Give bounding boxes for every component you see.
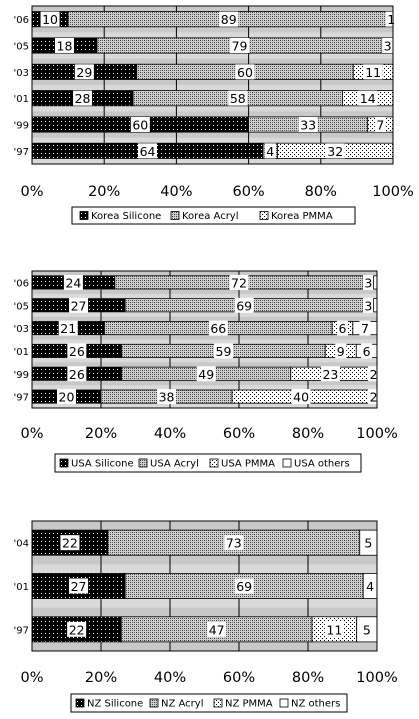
data-label: 20 — [58, 389, 75, 405]
data-label: 29 — [76, 64, 93, 80]
x-tick-label: 20% — [84, 426, 118, 442]
legend-swatch — [139, 459, 147, 467]
legend — [72, 207, 355, 224]
data-label: 26 — [68, 343, 85, 359]
data-label: 22 — [68, 622, 85, 638]
data-label: 6 — [338, 321, 347, 337]
data-label: 27 — [70, 298, 87, 314]
data-label: 60 — [237, 64, 253, 80]
data-label: 5 — [362, 622, 371, 638]
legend-entry: NZ PMMA — [225, 698, 273, 710]
legend-swatch — [283, 459, 291, 467]
x-tick-label: 80% — [291, 670, 325, 686]
data-label: 28 — [74, 91, 91, 107]
data-label: 24 — [65, 275, 82, 291]
x-tick-label: 0% — [20, 184, 44, 200]
legend-swatch — [80, 212, 88, 220]
x-tick-label: 60% — [232, 184, 265, 200]
legend-entry: Korea PMMA — [271, 211, 333, 222]
data-label: 11 — [326, 622, 343, 638]
data-label: 79 — [231, 38, 248, 54]
data-label: 58 — [229, 91, 246, 107]
data-label: 21 — [60, 321, 77, 337]
data-label: 1 — [387, 12, 396, 28]
data-label: 4 — [266, 143, 275, 159]
category-label: '01 — [13, 346, 29, 358]
data-label: 7 — [360, 321, 369, 337]
data-label: 26 — [68, 366, 85, 382]
legend-swatch — [171, 212, 179, 220]
category-label: '97 — [13, 392, 29, 404]
data-label: 3 — [383, 38, 392, 54]
data-label: 66 — [210, 321, 227, 337]
data-label: 33 — [300, 117, 317, 133]
category-label: '04 — [13, 538, 29, 550]
category-label: '03 — [13, 324, 29, 336]
data-label: 59 — [215, 343, 232, 359]
data-label: 5 — [364, 535, 373, 551]
x-tick-label: 20% — [88, 184, 121, 200]
legend-swatch — [260, 212, 268, 220]
data-label: 69 — [236, 579, 253, 594]
legend-swatch — [214, 699, 222, 707]
category-label: '06 — [13, 278, 29, 290]
legend-entry: NZ Acryl — [161, 698, 204, 710]
category-label: '97 — [13, 146, 29, 158]
data-label: 72 — [231, 275, 247, 291]
legend — [55, 454, 361, 472]
category-label: '03 — [13, 67, 29, 79]
data-label: 32 — [327, 143, 344, 159]
legend-swatch — [76, 699, 84, 707]
legend-entry: NZ Silicone — [87, 698, 144, 710]
legend-swatch — [280, 699, 288, 707]
legend-swatch — [210, 459, 218, 467]
x-tick-label: 20% — [84, 670, 118, 686]
data-label: 11 — [365, 64, 382, 80]
x-tick-label: 40% — [153, 426, 187, 442]
legend-entry: Korea Silicone — [91, 211, 162, 222]
x-tick-label: 100% — [372, 184, 414, 200]
legend-entry: Korea Acryl — [182, 211, 239, 222]
legend-entry: USA Acryl — [150, 458, 199, 470]
category-label: '06 — [13, 15, 29, 27]
data-label: 69 — [236, 298, 253, 314]
x-tick-label: 40% — [160, 184, 193, 200]
data-label: 49 — [198, 366, 215, 382]
category-label: '99 — [13, 369, 29, 381]
chart-panel-3 — [14, 521, 398, 712]
data-label: 3 — [364, 275, 373, 291]
category-label: '05 — [13, 301, 29, 313]
data-label: 6 — [362, 343, 371, 359]
x-tick-label: 40% — [153, 670, 187, 686]
legend-entry: USA others — [294, 458, 350, 470]
x-tick-label: 80% — [291, 426, 325, 442]
legend-swatch — [150, 699, 158, 707]
data-label: 14 — [359, 91, 376, 107]
category-label: '01 — [13, 94, 29, 106]
x-tick-label: 60% — [222, 426, 256, 442]
data-label: 38 — [158, 389, 175, 405]
data-label: 40 — [293, 389, 310, 405]
category-label: '05 — [13, 41, 29, 53]
bar-segment — [374, 299, 377, 312]
data-label: 60 — [132, 117, 149, 133]
legend-entry: USA Silicone — [71, 458, 134, 470]
data-label: 9 — [336, 343, 345, 359]
x-tick-label: 0% — [20, 426, 44, 442]
data-label: 18 — [56, 38, 73, 54]
chart-panel-2 — [14, 271, 398, 472]
data-label: 73 — [225, 535, 242, 551]
legend — [71, 694, 347, 712]
category-label: '97 — [13, 625, 29, 637]
x-tick-label: 100% — [356, 426, 398, 442]
data-label: 2 — [369, 366, 378, 382]
category-label: '99 — [13, 120, 29, 132]
chart-panel-1 — [14, 6, 414, 224]
x-tick-label: 100% — [356, 670, 398, 686]
legend-entry: USA PMMA — [221, 458, 275, 470]
category-label: '01 — [13, 582, 29, 593]
x-tick-label: 0% — [20, 670, 44, 686]
x-tick-label: 60% — [222, 670, 256, 686]
x-tick-label: 80% — [304, 184, 337, 200]
data-label: 89 — [220, 12, 237, 28]
data-label: 2 — [369, 389, 378, 405]
data-label: 47 — [208, 622, 225, 638]
data-label: 23 — [322, 366, 339, 382]
legend-entry: NZ others — [291, 698, 341, 710]
bar-segment — [374, 276, 377, 289]
data-label: 64 — [139, 143, 156, 159]
data-label: 4 — [366, 579, 375, 594]
data-label: 10 — [42, 12, 59, 28]
data-label: 7 — [376, 117, 385, 133]
data-label: 22 — [61, 535, 78, 551]
data-label: 3 — [364, 298, 373, 314]
data-label: 27 — [70, 579, 87, 594]
legend-swatch — [60, 459, 68, 467]
